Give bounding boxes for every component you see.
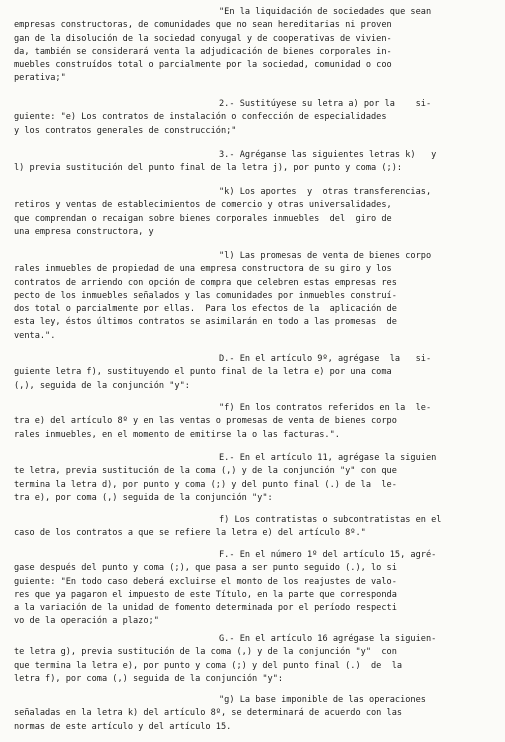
- text-line: una empresa constructora, y: [14, 226, 154, 237]
- text-line: contratos de arriendo con opción de compra que celebren estas empresas res: [14, 277, 397, 288]
- text-line: (,), seguida de la conjunción "y":: [14, 380, 190, 391]
- text-line: a la variación de la unidad de fomento determinada por el período respecti: [14, 603, 397, 614]
- text-line: empresas constructoras, de comunidades que no sean hereditarias ni proven: [14, 20, 392, 31]
- paragraph-section-f: [14, 549, 495, 629]
- text-line: que comprendan o recaigan sobre bienes corporales inmuebles del giro de: [14, 213, 392, 224]
- text-line: da, también se considerará venta la adjudicación de bienes corporales in-: [14, 46, 392, 57]
- paragraph-item-3: [14, 149, 495, 176]
- text-line: pecto de los inmuebles señalados y las comunidades por inmuebles construí-: [14, 290, 397, 301]
- text-line: tra e), por coma (,) seguida de la conjunción "y":: [14, 492, 273, 503]
- text-line: te letra, previa sustitución de la coma (,) y de la conjunción "y" con que: [14, 466, 397, 477]
- text-line: "g) La base imponible de las operaciones: [219, 695, 426, 705]
- text-line: perativa;": [14, 73, 66, 84]
- text-line: señaladas en la letra k) del artículo 8º, se determinará de acuerdo con las: [14, 708, 403, 719]
- text-line: muebles construídos total o parcialmente por la sociedad, comunidad o coo: [14, 60, 392, 71]
- text-line: guiente: "En todo caso deberá excluirse el monto de los reajustes de valo-: [14, 576, 397, 587]
- text-line: retiros y ventas de establecimientos de comercio y otras universalidades,: [14, 200, 392, 211]
- paragraph-letter-g: [14, 694, 495, 734]
- paragraph-section-d: [14, 353, 495, 393]
- text-line: y los contratos generales de construcción;": [14, 125, 237, 136]
- text-line: 2.- Sustitúyese su letra a) por la si-: [219, 99, 432, 109]
- text-line: tra e) del artículo 8º y en las ventas o promesas de venta de bienes corpo: [14, 416, 397, 427]
- text-line: "f) En los contratos referidos en la le-: [219, 403, 432, 413]
- text-line: que termina la letra e), por punto y coma (;) y del punto final (.) de la: [14, 660, 403, 671]
- paragraph-letter-f-contracts: [14, 402, 495, 442]
- text-line: res que ya pagaron el impuesto de este Título, en la parte que corresponda: [14, 589, 397, 600]
- text-line: normas de este artículo y del artículo 15.: [14, 721, 232, 732]
- paragraph-section-e: [14, 452, 495, 505]
- text-line: venta.".: [14, 330, 56, 341]
- text-line: f) Los contratistas o subcontratistas en el: [219, 515, 442, 525]
- paragraph-liquidacion: [14, 6, 495, 86]
- paragraph-letter-k: [14, 186, 495, 239]
- text-line: gase después del punto y coma (;), que pasa a ser punto seguido (.), lo si: [14, 563, 397, 574]
- text-line: F.- En el número 1º del artículo 15, agré-: [219, 550, 437, 560]
- paragraph-item-2: [14, 98, 495, 138]
- paragraph-letter-l: [14, 250, 495, 343]
- text-line: l) previa sustitución del punto final de la letra j), por punto y coma (;):: [14, 163, 403, 174]
- text-line: rales inmuebles, en el momento de emitirse la o las facturas.".: [14, 429, 340, 440]
- text-line: "k) Los aportes y otras transferencias,: [219, 187, 432, 197]
- text-line: esta ley, éstos últimos contratos se asimilarán en todo a las promesas de: [14, 317, 397, 328]
- paragraph-section-g: [14, 633, 495, 686]
- text-line: E.- En el artículo 11, agrégase la siguien: [219, 453, 437, 463]
- text-line: "En la liquidación de sociedades que sean: [219, 7, 432, 17]
- text-line: guiente: "e) Los contratos de instalación o confección de especialidades: [14, 112, 387, 123]
- text-line: te letra g), previa sustitución de la coma (,) y de la conjunción "y" con: [14, 647, 397, 658]
- text-line: dos total o parcialmente por ellas. Para los efectos de la aplicación de: [14, 304, 397, 315]
- paragraph-letter-f-contractors: [14, 514, 495, 541]
- text-line: 3.- Agréganse las siguientes letras k) y: [219, 150, 437, 160]
- text-line: rales inmuebles de propiedad de una empresa constructora de su giro y los: [14, 264, 392, 275]
- text-line: vo de la operación a plazo;": [14, 616, 159, 627]
- text-line: gan de la disolución de la sociedad conyugal y de cooperativas de vivien-: [14, 33, 392, 44]
- text-line: termina la letra d), por punto y coma (;) y del punto final (.) de la le-: [14, 479, 397, 490]
- text-line: D.- En el artículo 9º, agrégase la si-: [219, 354, 432, 364]
- text-line: G.- En el artículo 16 agrégase la siguien-: [219, 634, 437, 644]
- text-line: "l) Las promesas de venta de bienes corpo: [219, 251, 432, 261]
- text-line: guiente letra f), sustituyendo el punto final de la letra e) por una coma: [14, 367, 392, 378]
- text-line: caso de los contratos a que se refiere la letra e) del artículo 8º.": [14, 528, 366, 539]
- text-line: letra f), por coma (,) seguida de la conjunción "y":: [14, 673, 284, 684]
